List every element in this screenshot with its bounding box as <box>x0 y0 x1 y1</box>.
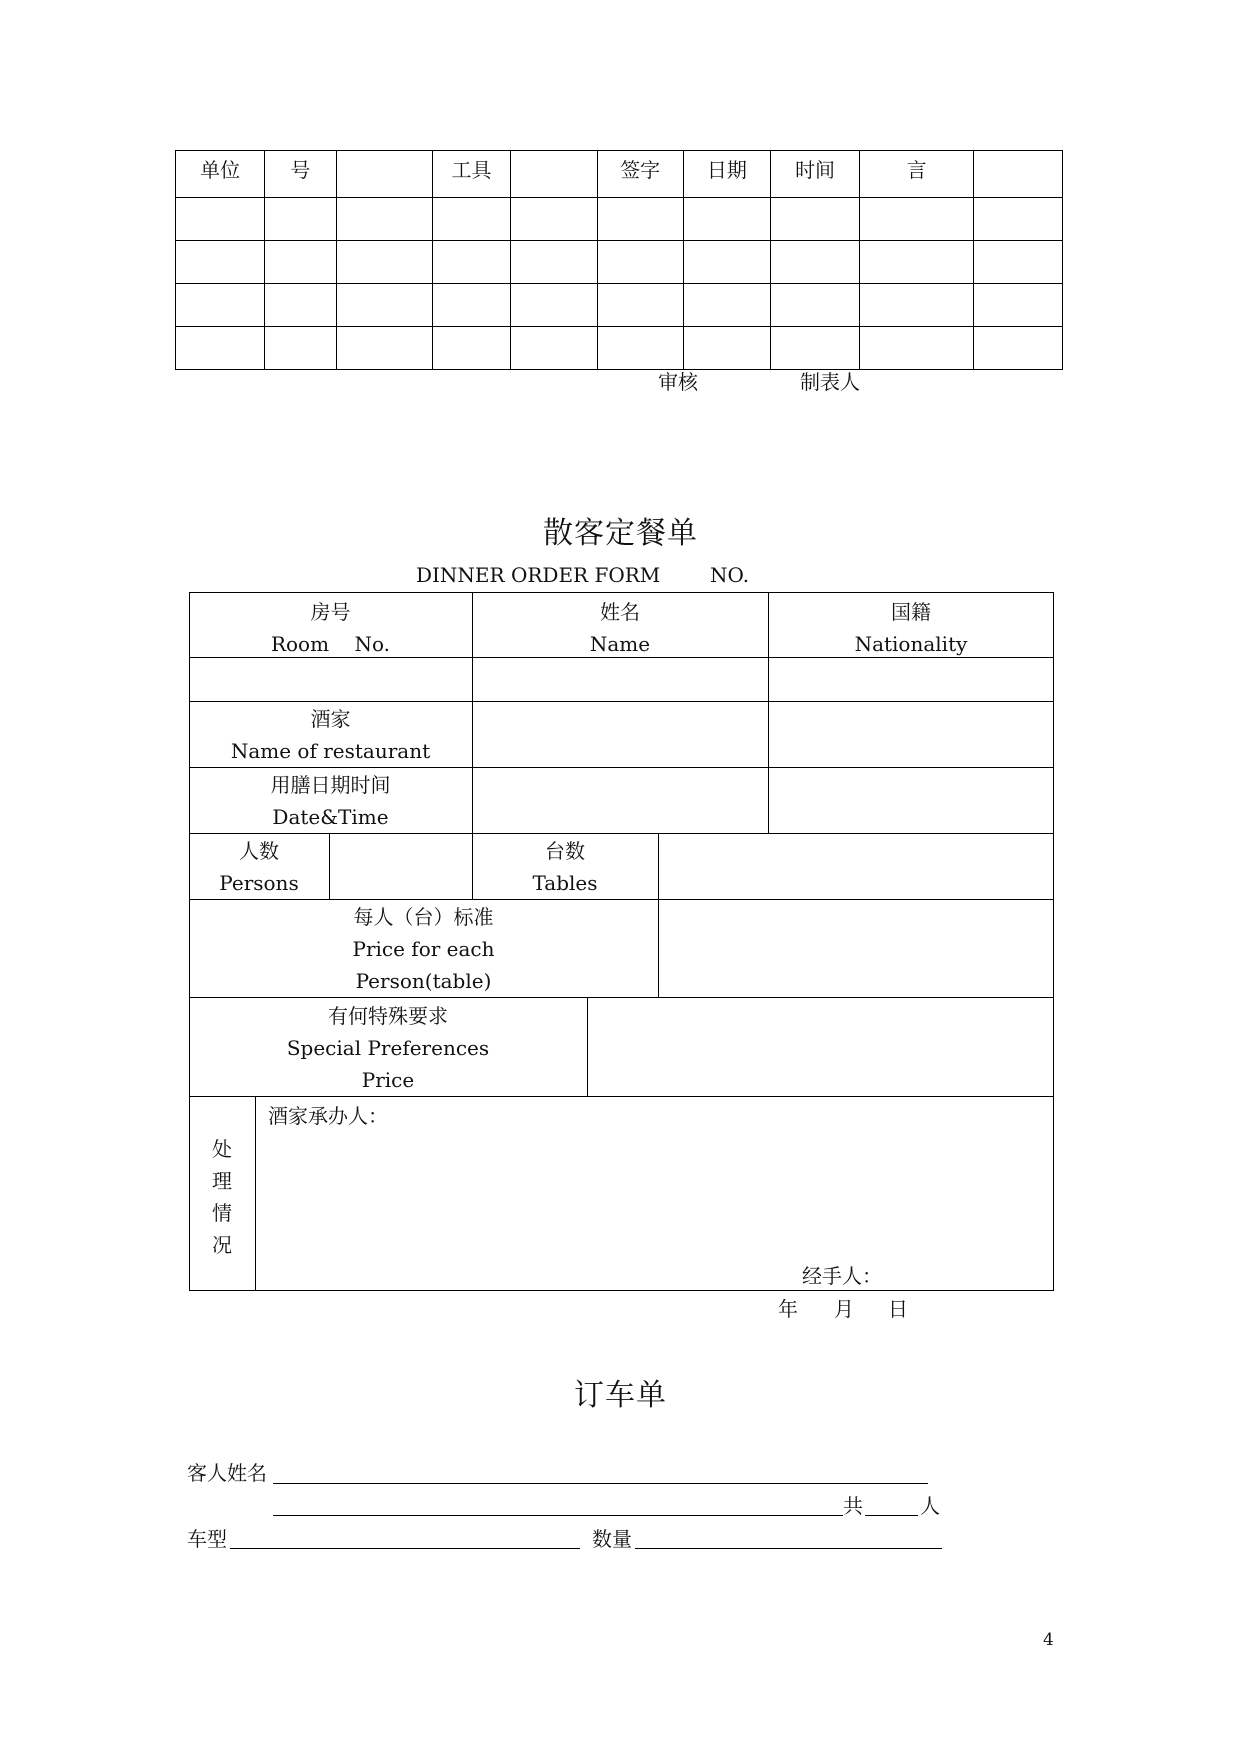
restaurant-label: 酒家 Name of restaurant <box>230 707 431 763</box>
table-row <box>176 327 1063 370</box>
total-label: 共 <box>843 1494 863 1518</box>
car-order-title: 订车单 <box>574 1378 667 1413</box>
name-label: 姓名 Name <box>589 600 651 656</box>
guest-name-line-2[interactable] <box>273 1515 843 1516</box>
handling-status-label: 处 理 情 况 <box>212 1137 232 1257</box>
car-type-line[interactable] <box>230 1548 580 1549</box>
people-count-line[interactable] <box>865 1515 918 1516</box>
year-label: 年 <box>778 1297 798 1321</box>
guest-name-line-1[interactable] <box>273 1483 928 1484</box>
tables-field[interactable] <box>659 834 1053 898</box>
tables-label: 台数 Tables <box>532 839 598 895</box>
header-cell <box>510 151 597 198</box>
dinner-form-english-title: DINNER ORDER FORM <box>416 563 661 587</box>
top-table-header-row <box>176 151 1063 198</box>
restaurant-contact-label: 酒家承办人： <box>268 1104 388 1128</box>
guest-name-label: 客人姓名 <box>187 1461 267 1485</box>
price-standard-field[interactable] <box>659 900 1053 996</box>
nationality-label: 国籍 Nationality <box>854 600 968 656</box>
car-type-label: 车型 <box>187 1527 227 1551</box>
header-cell: 签字 <box>597 151 683 198</box>
header-cell <box>974 151 1063 198</box>
dinner-form-title: 散客定餐单 <box>543 516 698 551</box>
name-field[interactable] <box>473 658 767 700</box>
table-row <box>176 241 1063 284</box>
header-cell: 日期 <box>683 151 770 198</box>
month-label: 月 <box>834 1297 854 1321</box>
header-cell: 时间 <box>770 151 859 198</box>
people-label: 人 <box>920 1494 940 1518</box>
preparer-label: 制表人 <box>800 370 860 394</box>
price-standard-label: 每人（台）标准 Price for each Person(table) <box>352 905 495 993</box>
persons-field[interactable] <box>330 834 471 898</box>
date-time-label: 用膳日期时间 Date&Time <box>270 773 391 829</box>
header-cell <box>336 151 433 198</box>
special-preferences-label: 有何特殊要求 Special Preferences Price <box>286 1004 490 1092</box>
restaurant-field[interactable] <box>473 702 767 766</box>
quantity-line[interactable] <box>635 1548 942 1549</box>
table-row <box>176 284 1063 327</box>
header-cell: 单位 <box>176 151 265 198</box>
room-number-field[interactable] <box>190 658 471 700</box>
table-row <box>176 198 1063 241</box>
handling-notes-field[interactable] <box>256 1130 776 1250</box>
header-cell: 言 <box>860 151 974 198</box>
form-number-label: NO. <box>710 563 750 587</box>
page-number: 4 <box>1043 1630 1054 1650</box>
persons-label: 人数 Persons <box>219 839 299 895</box>
top-table <box>175 150 1063 370</box>
review-label: 审核 <box>658 370 698 394</box>
nationality-field[interactable] <box>769 658 1053 700</box>
date-time-field[interactable] <box>473 768 767 832</box>
header-cell: 工具 <box>433 151 510 198</box>
day-label: 日 <box>888 1297 908 1321</box>
handler-label: 经手人： <box>802 1264 882 1288</box>
header-cell: 号 <box>265 151 336 198</box>
room-number-label: 房号 Room No. <box>270 600 391 656</box>
special-preferences-field[interactable] <box>588 998 1053 1095</box>
quantity-label: 数量 <box>592 1527 632 1551</box>
